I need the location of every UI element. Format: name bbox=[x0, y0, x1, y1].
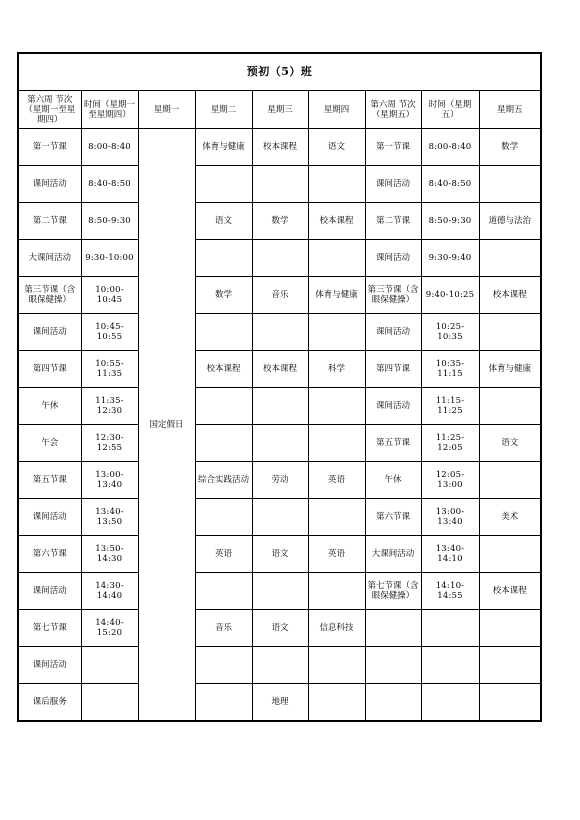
friday-time-cell: 9:30-9:40 bbox=[421, 240, 479, 277]
tuesday-cell bbox=[195, 684, 252, 722]
tuesday-cell: 体育与健康 bbox=[195, 129, 252, 166]
class-timetable bbox=[17, 52, 542, 722]
friday-period-cell: 第三节课（含眼保健操） bbox=[365, 277, 421, 314]
friday-period-cell: 第七节课（含眼保健操） bbox=[365, 573, 421, 610]
wednesday-cell bbox=[252, 499, 308, 536]
tuesday-cell: 数学 bbox=[195, 277, 252, 314]
tuesday-cell: 音乐 bbox=[195, 610, 252, 647]
friday-cell bbox=[479, 314, 541, 351]
timetable-sheet bbox=[17, 52, 540, 722]
period-cell: 课间活动 bbox=[18, 166, 81, 203]
friday-period-cell: 午休 bbox=[365, 462, 421, 499]
friday-cell bbox=[479, 462, 541, 499]
wednesday-cell: 校本课程 bbox=[252, 351, 308, 388]
period-cell: 课间活动 bbox=[18, 314, 81, 351]
wednesday-cell bbox=[252, 240, 308, 277]
header-period-mon-thu: 第六周 节次（星期一至星期四） bbox=[18, 91, 81, 129]
timetable-row bbox=[18, 351, 541, 388]
thursday-cell: 英语 bbox=[308, 536, 365, 573]
tuesday-cell: 语文 bbox=[195, 203, 252, 240]
friday-cell: 体育与健康 bbox=[479, 351, 541, 388]
friday-time-cell: 11:15-11:25 bbox=[421, 388, 479, 425]
tuesday-cell bbox=[195, 166, 252, 203]
friday-period-cell: 大课间活动 bbox=[365, 536, 421, 573]
friday-time-cell bbox=[421, 647, 479, 684]
wednesday-cell bbox=[252, 314, 308, 351]
timetable-title: 预初（5）班 bbox=[18, 53, 541, 91]
tuesday-cell: 综合实践活动 bbox=[195, 462, 252, 499]
wednesday-cell: 语文 bbox=[252, 536, 308, 573]
period-cell: 第一节课 bbox=[18, 129, 81, 166]
friday-period-cell: 课间活动 bbox=[365, 240, 421, 277]
header-tuesday: 星期二 bbox=[195, 91, 252, 129]
header-thursday: 星期四 bbox=[308, 91, 365, 129]
timetable-row bbox=[18, 462, 541, 499]
friday-period-cell: 第六节课 bbox=[365, 499, 421, 536]
friday-period-cell: 第二节课 bbox=[365, 203, 421, 240]
friday-time-cell: 11:25-12:05 bbox=[421, 425, 479, 462]
time-cell: 10:45-10:55 bbox=[81, 314, 138, 351]
thursday-cell: 科学 bbox=[308, 351, 365, 388]
friday-period-cell: 第四节课 bbox=[365, 351, 421, 388]
header-row bbox=[18, 91, 541, 129]
friday-period-cell bbox=[365, 647, 421, 684]
timetable-row bbox=[18, 240, 541, 277]
timetable-row bbox=[18, 647, 541, 684]
period-cell: 大课间活动 bbox=[18, 240, 81, 277]
timetable-row bbox=[18, 129, 541, 166]
wednesday-cell: 校本课程 bbox=[252, 129, 308, 166]
wednesday-cell: 劳动 bbox=[252, 462, 308, 499]
tuesday-cell bbox=[195, 425, 252, 462]
tuesday-cell bbox=[195, 388, 252, 425]
friday-period-cell: 课间活动 bbox=[365, 166, 421, 203]
thursday-cell bbox=[308, 314, 365, 351]
wednesday-cell bbox=[252, 388, 308, 425]
timetable-row bbox=[18, 388, 541, 425]
friday-period-cell bbox=[365, 610, 421, 647]
friday-cell bbox=[479, 240, 541, 277]
period-cell: 课间活动 bbox=[18, 647, 81, 684]
friday-cell: 美术 bbox=[479, 499, 541, 536]
period-cell: 第七节课 bbox=[18, 610, 81, 647]
timetable-row bbox=[18, 684, 541, 722]
thursday-cell bbox=[308, 684, 365, 722]
time-cell bbox=[81, 684, 138, 722]
tuesday-cell bbox=[195, 314, 252, 351]
friday-cell: 道德与法治 bbox=[479, 203, 541, 240]
period-cell: 第六节课 bbox=[18, 536, 81, 573]
friday-period-cell: 课间活动 bbox=[365, 314, 421, 351]
friday-time-cell: 8:50-9:30 bbox=[421, 203, 479, 240]
friday-time-cell: 10:35-11:15 bbox=[421, 351, 479, 388]
friday-cell bbox=[479, 536, 541, 573]
header-friday: 星期五 bbox=[479, 91, 541, 129]
time-cell: 13:40-13:50 bbox=[81, 499, 138, 536]
timetable-row bbox=[18, 499, 541, 536]
thursday-cell: 校本课程 bbox=[308, 203, 365, 240]
tuesday-cell: 英语 bbox=[195, 536, 252, 573]
thursday-cell bbox=[308, 240, 365, 277]
period-cell: 课后服务 bbox=[18, 684, 81, 722]
period-cell: 第二节课 bbox=[18, 203, 81, 240]
friday-period-cell bbox=[365, 684, 421, 722]
thursday-cell: 语文 bbox=[308, 129, 365, 166]
header-time-friday: 时间（星期五） bbox=[421, 91, 479, 129]
header-wednesday: 星期三 bbox=[252, 91, 308, 129]
time-cell: 14:30-14:40 bbox=[81, 573, 138, 610]
friday-time-cell: 10:25-10:35 bbox=[421, 314, 479, 351]
friday-period-cell: 第一节课 bbox=[365, 129, 421, 166]
friday-cell: 语文 bbox=[479, 425, 541, 462]
tuesday-cell: 校本课程 bbox=[195, 351, 252, 388]
header-monday: 星期一 bbox=[138, 91, 195, 129]
time-cell: 11:35-12:30 bbox=[81, 388, 138, 425]
header-period-friday: 第六周 节次（星期五） bbox=[365, 91, 421, 129]
friday-cell: 数学 bbox=[479, 129, 541, 166]
time-cell: 13:00-13:40 bbox=[81, 462, 138, 499]
wednesday-cell bbox=[252, 425, 308, 462]
time-cell: 8:00-8:40 bbox=[81, 129, 138, 166]
period-cell: 第四节课 bbox=[18, 351, 81, 388]
timetable-row bbox=[18, 314, 541, 351]
friday-time-cell: 8:00-8:40 bbox=[421, 129, 479, 166]
period-cell: 午休 bbox=[18, 388, 81, 425]
friday-time-cell: 13:00-13:40 bbox=[421, 499, 479, 536]
time-cell: 14:40-15:20 bbox=[81, 610, 138, 647]
timetable-row bbox=[18, 277, 541, 314]
friday-cell bbox=[479, 684, 541, 722]
time-cell: 8:40-8:50 bbox=[81, 166, 138, 203]
wednesday-cell bbox=[252, 166, 308, 203]
time-cell: 12:30-12:55 bbox=[81, 425, 138, 462]
timetable-row bbox=[18, 610, 541, 647]
time-cell: 8:50-9:30 bbox=[81, 203, 138, 240]
friday-time-cell bbox=[421, 610, 479, 647]
thursday-cell bbox=[308, 425, 365, 462]
thursday-cell bbox=[308, 388, 365, 425]
tuesday-cell bbox=[195, 499, 252, 536]
wednesday-cell bbox=[252, 647, 308, 684]
thursday-cell: 信息科技 bbox=[308, 610, 365, 647]
friday-cell: 校本课程 bbox=[479, 573, 541, 610]
friday-cell bbox=[479, 388, 541, 425]
period-cell: 课间活动 bbox=[18, 573, 81, 610]
friday-time-cell: 13:40-14:10 bbox=[421, 536, 479, 573]
friday-time-cell bbox=[421, 684, 479, 722]
time-cell: 9:30-10:00 bbox=[81, 240, 138, 277]
thursday-cell: 体育与健康 bbox=[308, 277, 365, 314]
tuesday-cell bbox=[195, 573, 252, 610]
monday-holiday-cell: 国定假日 bbox=[138, 129, 195, 722]
friday-time-cell: 8:40-8:50 bbox=[421, 166, 479, 203]
timetable-row bbox=[18, 203, 541, 240]
wednesday-cell: 地理 bbox=[252, 684, 308, 722]
wednesday-cell: 音乐 bbox=[252, 277, 308, 314]
thursday-cell: 英语 bbox=[308, 462, 365, 499]
friday-cell bbox=[479, 647, 541, 684]
time-cell bbox=[81, 647, 138, 684]
timetable-row bbox=[18, 425, 541, 462]
friday-time-cell: 12:05-13:00 bbox=[421, 462, 479, 499]
friday-time-cell: 9:40-10:25 bbox=[421, 277, 479, 314]
period-cell: 第五节课 bbox=[18, 462, 81, 499]
friday-time-cell: 14:10-14:55 bbox=[421, 573, 479, 610]
timetable-row bbox=[18, 536, 541, 573]
thursday-cell bbox=[308, 166, 365, 203]
tuesday-cell bbox=[195, 647, 252, 684]
thursday-cell bbox=[308, 647, 365, 684]
period-cell: 第三节课（含眼保健操） bbox=[18, 277, 81, 314]
tuesday-cell bbox=[195, 240, 252, 277]
period-cell: 课间活动 bbox=[18, 499, 81, 536]
time-cell: 10:00-10:45 bbox=[81, 277, 138, 314]
timetable-row bbox=[18, 573, 541, 610]
wednesday-cell: 语文 bbox=[252, 610, 308, 647]
wednesday-cell bbox=[252, 573, 308, 610]
friday-cell bbox=[479, 166, 541, 203]
thursday-cell bbox=[308, 573, 365, 610]
wednesday-cell: 数学 bbox=[252, 203, 308, 240]
thursday-cell bbox=[308, 499, 365, 536]
friday-period-cell: 课间活动 bbox=[365, 388, 421, 425]
friday-period-cell: 第五节课 bbox=[365, 425, 421, 462]
time-cell: 10:55-11:35 bbox=[81, 351, 138, 388]
period-cell: 午会 bbox=[18, 425, 81, 462]
friday-cell bbox=[479, 610, 541, 647]
header-time-mon-thu: 时间（星期一至星期四） bbox=[81, 91, 138, 129]
friday-cell: 校本课程 bbox=[479, 277, 541, 314]
time-cell: 13:50-14:30 bbox=[81, 536, 138, 573]
timetable-row bbox=[18, 166, 541, 203]
